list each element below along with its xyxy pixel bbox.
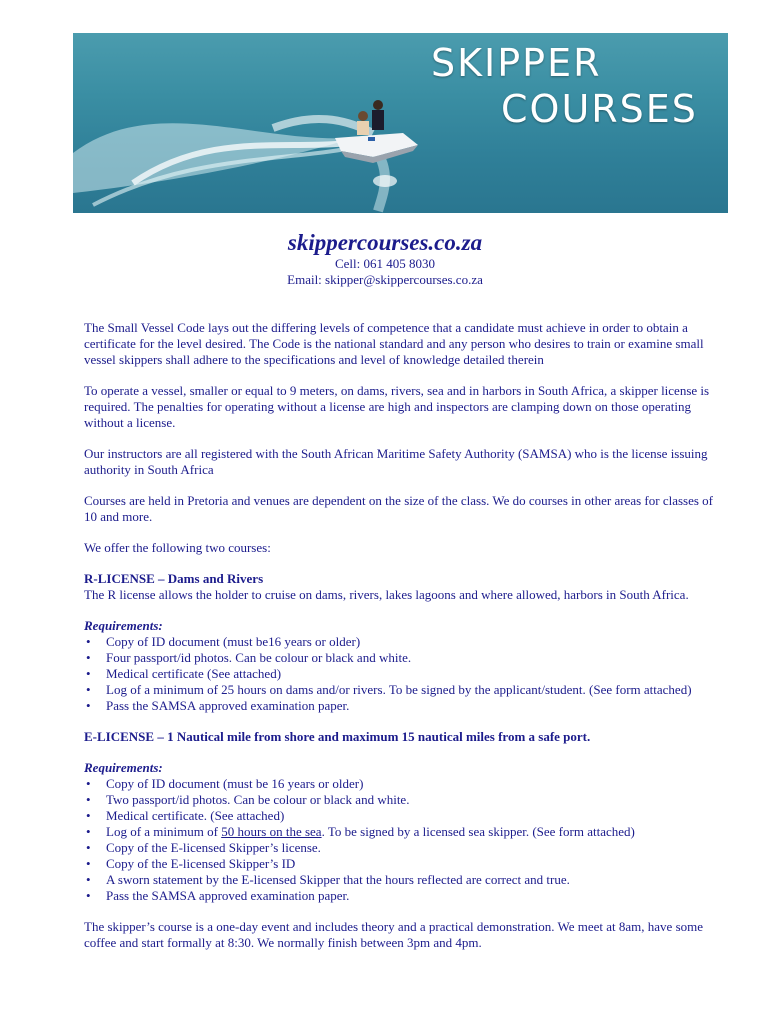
list-item: • Pass the SAMSA approved examination paper.: [84, 888, 720, 904]
list-item: • Four passport/id photos. Can be colour or black and white.: [84, 650, 720, 666]
e-license-heading: E-LICENSE – 1 Nautical mile from shore and maximum 15 nautical miles from a safe port.: [84, 729, 591, 744]
list-item: • Copy of ID document (must be16 years or older): [84, 634, 720, 650]
site-name: skippercourses.co.za: [287, 230, 483, 255]
list-item: • Two passport/id photos. Can be colour or black and white.: [84, 792, 720, 808]
e-license-section: [84, 729, 720, 904]
venues-paragraph: Courses are held in Pretoria and venues are dependent on the size of the class. We do courses in other areas for classes of 10 and more.: [84, 493, 713, 524]
contact-header: [0, 230, 770, 288]
banner-title-line1: SKIPPER: [431, 41, 602, 85]
document-body: [84, 320, 720, 966]
list-item: • Medical certificate (See attached): [84, 666, 720, 682]
list-item: • Copy of the E-licensed Skipper’s license.: [84, 840, 720, 856]
log-suffix: . To be signed by a licensed sea skipper. (See form attached): [321, 824, 635, 839]
license-paragraph: To operate a vessel, smaller or equal to 9 meters, on dams, rivers, sea and in harbors in South Africa, a skipper license is required. The penalties for operating without a license are high and inspectors are clamping down on those operating without a license.: [84, 383, 710, 430]
list-item: • Medical certificate. (See attached): [84, 808, 720, 824]
r-requirements-label: Requirements:: [84, 618, 163, 633]
e-requirements-label: Requirements:: [84, 760, 163, 775]
list-item: • Copy of ID document (must be 16 years or older): [84, 776, 720, 792]
log-hours-underlined: 50 hours on the sea: [221, 824, 322, 839]
e-requirements-list: [84, 776, 720, 904]
intro-paragraph: The Small Vessel Code lays out the differing levels of competence that a candidate must achieve in order to obtain a certificate for the level desired. The Code is the national standard and any person who desires to train or examine small vessel skippers shall adhere to the specifications and level of knowledge detailed therein: [84, 320, 704, 367]
r-license-description: The R license allows the holder to cruise on dams, rivers, lakes lagoons and where allowed, harbors in South Africa.: [84, 587, 689, 602]
list-item: • Copy of the E-licensed Skipper’s ID: [84, 856, 720, 872]
boat-icon: [335, 100, 418, 163]
list-item: • A sworn statement by the E-licensed Skipper that the hours reflected are correct and true.: [84, 872, 720, 888]
r-requirements-list: [84, 634, 720, 714]
r-license-section: [84, 571, 720, 714]
list-item: • Pass the SAMSA approved examination paper.: [84, 698, 720, 714]
banner-title-line2: COURSES: [501, 87, 698, 131]
list-item: [84, 824, 720, 840]
closing-paragraph: The skipper’s course is a one-day event and includes theory and a practical demonstration. We meet at 8am, have some coffee and start formally at 8:30. We normally finish between 3pm and 4pm.: [84, 919, 704, 950]
courses-intro: We offer the following two courses:: [84, 540, 271, 555]
email-address: Email: skipper@skippercourses.co.za: [287, 272, 483, 287]
r-license-heading: R-LICENSE – Dams and Rivers: [84, 571, 264, 586]
header-banner-image: [73, 33, 728, 213]
instructors-paragraph: Our instructors are all registered with the South African Maritime Safety Authority (SAMSA) who is the license issuing authority in South Africa: [84, 446, 708, 477]
list-item: • Log of a minimum of 25 hours on dams and/or rivers. To be signed by the applicant/student. (See form attached): [84, 682, 720, 698]
log-prefix: Log of a minimum of: [106, 824, 222, 839]
cell-number: Cell: 061 405 8030: [334, 256, 436, 271]
